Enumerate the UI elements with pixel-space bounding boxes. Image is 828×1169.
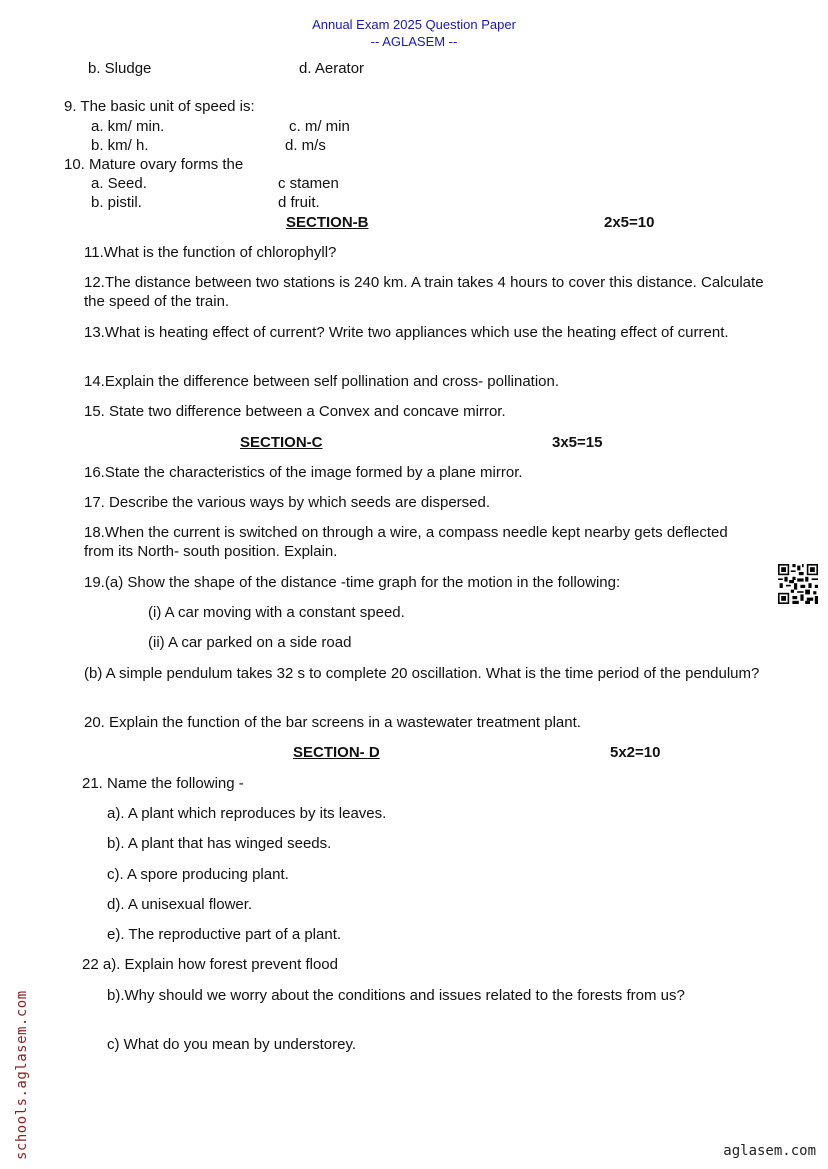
header-subtitle: -- AGLASEM -- (370, 34, 458, 49)
q9-stem: 9. The basic unit of speed is: (64, 98, 255, 115)
section-b-title: SECTION-B (286, 214, 369, 231)
question-22a: 22 a). Explain how forest prevent flood (82, 956, 338, 973)
question-22c: c) What do you mean by understorey. (107, 1036, 357, 1053)
side-watermark: schools.aglasem.com (14, 990, 30, 1160)
question-20: 20. Explain the function of the bar screens in a wastewater treatment plant. (84, 714, 581, 731)
footer-watermark: aglasem.com (723, 1143, 816, 1159)
question-11: 11.What is the function of chlorophyll? (84, 244, 337, 261)
prev-option-d: d. Aerator (299, 60, 365, 77)
question-21c: c). A spore producing plant. (107, 866, 289, 883)
section-b-marks: 2x5=10 (604, 214, 655, 231)
question-18: 18.When the current is switched on through a wire, a compass needle kept nearby gets deflected from its North- south position. Explain. (84, 524, 728, 560)
q10-option-c: c stamen (278, 175, 339, 192)
q9-option-d: d. m/s (285, 137, 326, 154)
section-d-marks: 5x2=10 (610, 744, 661, 761)
q10-option-a: a. Seed. (91, 175, 147, 192)
question-12: 12.The distance between two stations is 240 km. A train takes 4 hours to cover this distance. Calculate the speed of the train. (84, 274, 764, 310)
section-d-title: SECTION- D (293, 744, 380, 761)
question-16: 16.State the characteristics of the image formed by a plane mirror. (84, 464, 523, 481)
question-21: 21. Name the following - (82, 775, 244, 792)
qr-code-icon (778, 564, 818, 604)
question-21e: e). The reproductive part of a plant. (107, 926, 342, 943)
header-title: Annual Exam 2025 Question Paper (312, 17, 516, 32)
q9-option-a: a. km/ min. (91, 118, 165, 135)
q10-option-b: b. pistil. (91, 194, 142, 211)
question-21b: b). A plant that has winged seeds. (107, 835, 332, 852)
q10-stem: 10. Mature ovary forms the (64, 156, 244, 173)
question-19b: (b) A simple pendulum takes 32 s to complete 20 oscillation. What is the time period of the pendulum? (84, 665, 760, 682)
question-21a: a). A plant which reproduces by its leaves. (107, 805, 387, 822)
question-21d: d). A unisexual flower. (107, 896, 253, 913)
question-17: 17. Describe the various ways by which seeds are dispersed. (84, 494, 491, 511)
prev-option-b: b. Sludge (88, 60, 152, 77)
q9-option-b: b. km/ h. (91, 137, 149, 154)
question-14: 14.Explain the difference between self pollination and cross- pollination. (84, 373, 560, 390)
question-19a: 19.(a) Show the shape of the distance -time graph for the motion in the following: (84, 574, 621, 591)
q9-option-c: c. m/ min (289, 118, 350, 135)
question-22b: b).Why should we worry about the conditions and issues related to the forests from us? (107, 987, 685, 1004)
section-c-title: SECTION-C (240, 434, 323, 451)
question-19a-ii: (ii) A car parked on a side road (148, 634, 352, 651)
section-c-marks: 3x5=15 (552, 434, 603, 451)
question-19a-i: (i) A car moving with a constant speed. (148, 604, 405, 621)
question-13: 13.What is heating effect of current? Write two appliances which use the heating effect of current. (84, 324, 729, 341)
question-15: 15. State two difference between a Convex and concave mirror. (84, 403, 506, 420)
q10-option-d: d fruit. (278, 194, 320, 211)
